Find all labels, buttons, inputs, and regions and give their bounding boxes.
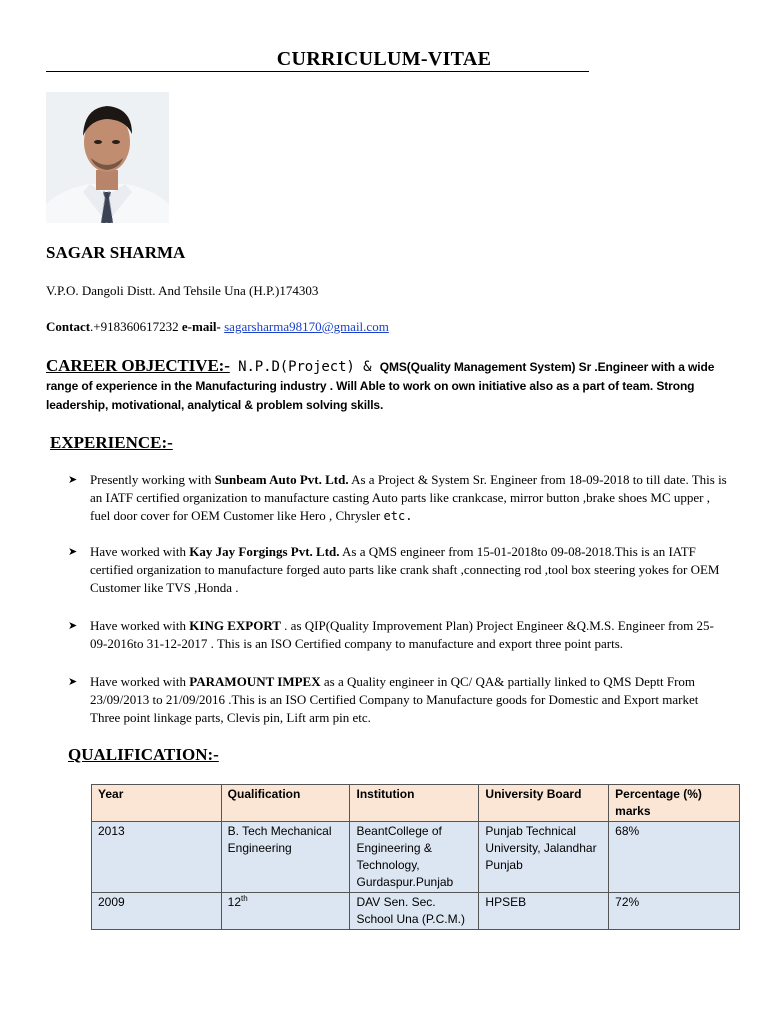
candidate-name: SAGAR SHARMA <box>46 243 186 262</box>
address: V.P.O. Dangoli Distt. And Tehsile Una (H.P.)174303 <box>46 283 319 298</box>
table-cell: B. Tech Mechanical Engineering <box>221 822 350 893</box>
career-objective-text: QMS(Quality Management System) Sr .Engineer with a wide range of experience in the Manufacturing industry . Will Able to work on own initiative also as a part of team. Strong leadership, motivational, analytical & problem solving skills. <box>46 360 715 412</box>
table-cell: DAV Sen. Sec. School Una (P.C.M.) <box>350 893 479 930</box>
table-cell: 72% <box>609 893 740 930</box>
column-header: Percentage (%) marks <box>609 785 740 822</box>
experience-heading: EXPERIENCE:- <box>50 433 173 452</box>
table-cell: Punjab Technical University, Jalandhar Punjab <box>479 822 609 893</box>
table-row <box>92 893 740 930</box>
table-cell: BeantCollege of Engineering & Technology, Gurdaspur.Punjab <box>350 822 479 893</box>
table-row <box>92 822 740 893</box>
table-cell: 2013 <box>92 822 222 893</box>
arrow-bullet-icon: ➤ <box>68 675 78 688</box>
table-cell: HPSEB <box>479 893 609 930</box>
career-objective-role: N.P.D(Project) & <box>229 359 380 375</box>
table-cell: 12th <box>221 893 350 930</box>
table-cell: 2009 <box>92 893 222 930</box>
contact-label: Contact <box>46 319 91 334</box>
experience-item: ➤ Presently working with Sunbeam Auto Pvt. Ltd. As a Project & System Sr. Engineer from 18-09-2018 to till date. This is an IATF certified organization to manufacture casting Auto parts like crankcase, mirror button ,brake shoes MC upper , fuel door cover for OEM Customer like Hero , Chrysler etc. <box>68 472 727 523</box>
column-header: Year <box>92 785 222 822</box>
profile-photo <box>46 92 169 223</box>
company-name: PARAMOUNT IMPEX <box>189 674 321 689</box>
column-header: Institution <box>350 785 479 822</box>
table-cell: 68% <box>609 822 740 893</box>
experience-item: ➤ Have worked with KING EXPORT . as QIP(Quality Improvement Plan) Project Engineer &Q.M.S. Engineer from 25-09-2016to 31-12-2017 . This is an ISO Certified company to manufacture and export three point parts. <box>68 618 714 651</box>
arrow-bullet-icon: ➤ <box>68 545 78 558</box>
career-objective-heading: CAREER OBJECTIVE:- <box>46 356 230 375</box>
table-header-row <box>92 785 740 822</box>
page-title: CURRICULUM-VITAE <box>276 48 492 70</box>
phone-number: .+918360617232 <box>90 319 179 334</box>
experience-item: ➤ Have worked with PARAMOUNT IMPEX as a Quality engineer in QC/ QA& partially linked to QMS Deptt From 23/09/2013 to 21/09/2016 .This is an ISO Certified Company to Manufacture goods for Domestic and Export market Three point linkage parts, Clevis pin, Lift arm pin etc. <box>68 674 699 725</box>
contact-line <box>46 319 389 335</box>
company-name: Kay Jay Forgings Pvt. Ltd. <box>189 544 340 559</box>
column-header: Qualification <box>221 785 350 822</box>
company-name: KING EXPORT <box>189 618 281 633</box>
column-header: University Board <box>479 785 609 822</box>
experience-item: ➤ Have worked with Kay Jay Forgings Pvt. Ltd. As a QMS engineer from 15-01-2018to 09-08-2018.This is an IATF certified organization to manufacture forged auto parts like crank shaft ,connecting rod ,tool box steering yokes for OEM Customer like TVS ,Honda . <box>68 544 720 595</box>
superscript: th <box>241 894 248 903</box>
title-underline <box>46 71 589 72</box>
company-name: Sunbeam Auto Pvt. Ltd. <box>214 472 349 487</box>
email-label: e-mail- <box>181 319 221 334</box>
qualification-table <box>91 784 740 930</box>
email-link[interactable]: sagarsharma98170@gmail.com <box>224 319 389 334</box>
arrow-bullet-icon: ➤ <box>68 619 78 632</box>
career-objective <box>46 356 716 415</box>
arrow-bullet-icon: ➤ <box>68 473 78 486</box>
person-portrait-icon <box>46 92 169 223</box>
qualification-heading: QUALIFICATION:- <box>68 745 219 764</box>
